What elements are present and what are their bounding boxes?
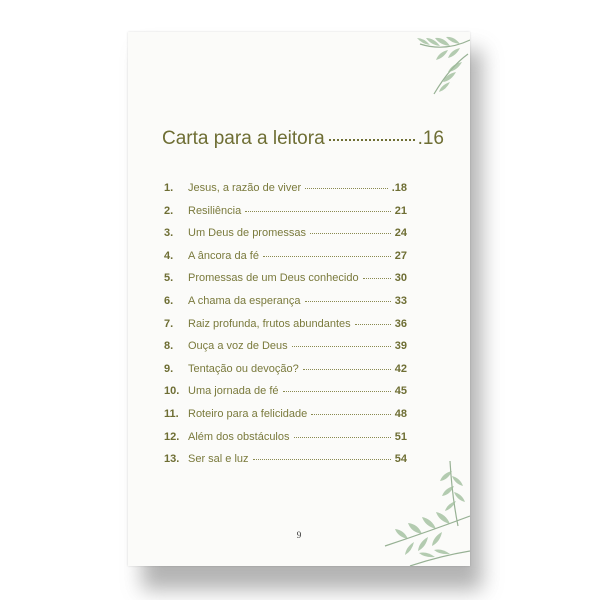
chapter-title: A âncora da fé bbox=[188, 249, 259, 262]
toc-entry bbox=[164, 227, 407, 250]
chapter-title: Um Deus de promessas bbox=[188, 227, 306, 240]
chapter-page: 48 bbox=[394, 407, 407, 420]
chapter-title: Promessas de um Deus conhecido bbox=[188, 272, 359, 285]
dot-leader bbox=[311, 414, 391, 415]
toc-entry bbox=[164, 318, 407, 341]
toc-entry bbox=[164, 385, 407, 408]
chapter-title: Uma jornada de fé bbox=[188, 385, 279, 398]
chapter-title: Raiz profunda, frutos abundantes bbox=[188, 317, 351, 330]
leaf-sprig-top-right-icon bbox=[390, 32, 470, 102]
chapter-page: 42 bbox=[394, 362, 407, 375]
chapter-page: .18 bbox=[391, 182, 407, 194]
dot-leader bbox=[283, 391, 391, 392]
letter-page: .16 bbox=[417, 128, 444, 149]
dot-leader bbox=[310, 233, 391, 234]
letter-heading bbox=[162, 128, 444, 150]
toc-entry bbox=[164, 431, 407, 454]
chapter-title: Além dos obstáculos bbox=[188, 430, 290, 443]
chapter-number: 7. bbox=[164, 317, 174, 330]
chapter-title: Ser sal e luz bbox=[188, 453, 249, 466]
dot-leader bbox=[245, 211, 391, 212]
chapter-number: 6. bbox=[164, 294, 174, 307]
dot-leader bbox=[292, 346, 391, 347]
chapter-title: Roteiro para a felicidade bbox=[188, 407, 308, 420]
toc-entry bbox=[164, 272, 407, 295]
dot-leader bbox=[303, 369, 391, 370]
chapter-title: Jesus, a razão de viver bbox=[188, 182, 302, 194]
chapter-page: 30 bbox=[394, 272, 407, 285]
chapter-title: Tentação ou devoção? bbox=[188, 362, 299, 375]
book-page bbox=[128, 32, 470, 566]
dot-leader bbox=[355, 324, 391, 325]
chapter-number: 4. bbox=[164, 249, 174, 262]
chapter-number: 1. bbox=[164, 182, 174, 194]
chapter-number: 11. bbox=[164, 407, 179, 420]
chapter-number: 10. bbox=[164, 385, 180, 398]
chapter-page: 39 bbox=[394, 340, 407, 353]
chapter-page: 24 bbox=[394, 227, 407, 240]
dot-leader bbox=[294, 437, 391, 438]
letter-title: Carta para a leitora bbox=[162, 128, 325, 149]
toc-entry bbox=[164, 182, 407, 205]
chapter-page: 27 bbox=[394, 249, 407, 262]
chapter-number: 12. bbox=[164, 430, 180, 443]
dot-leader bbox=[305, 301, 391, 302]
table-of-contents bbox=[164, 182, 407, 476]
chapter-number: 8. bbox=[164, 340, 174, 353]
dot-leader bbox=[329, 139, 415, 141]
chapter-title: Resiliência bbox=[188, 204, 242, 217]
chapter-page: 45 bbox=[394, 385, 407, 398]
chapter-page: 21 bbox=[394, 204, 407, 217]
chapter-number: 9. bbox=[164, 362, 174, 375]
chapter-number: 13. bbox=[164, 453, 180, 466]
chapter-number: 2. bbox=[164, 204, 174, 217]
chapter-page: 36 bbox=[394, 317, 407, 330]
chapter-page: 51 bbox=[394, 430, 407, 443]
toc-entry bbox=[164, 408, 407, 431]
page-number: 9 bbox=[296, 530, 302, 540]
chapter-title: A chama da esperança bbox=[188, 294, 301, 307]
toc-entry bbox=[164, 250, 407, 273]
chapter-number: 3. bbox=[164, 227, 174, 240]
toc-entry bbox=[164, 205, 407, 228]
toc-entry bbox=[164, 453, 407, 476]
chapter-title: Ouça a voz de Deus bbox=[188, 340, 288, 353]
toc-entry bbox=[164, 363, 407, 386]
toc-entry bbox=[164, 295, 407, 318]
dot-leader bbox=[253, 459, 391, 460]
chapter-number: 5. bbox=[164, 272, 174, 285]
dot-leader bbox=[263, 256, 391, 257]
dot-leader bbox=[363, 278, 391, 279]
chapter-page: 33 bbox=[394, 294, 407, 307]
chapter-page: 54 bbox=[394, 453, 407, 466]
dot-leader bbox=[305, 188, 388, 189]
toc-entry bbox=[164, 340, 407, 363]
